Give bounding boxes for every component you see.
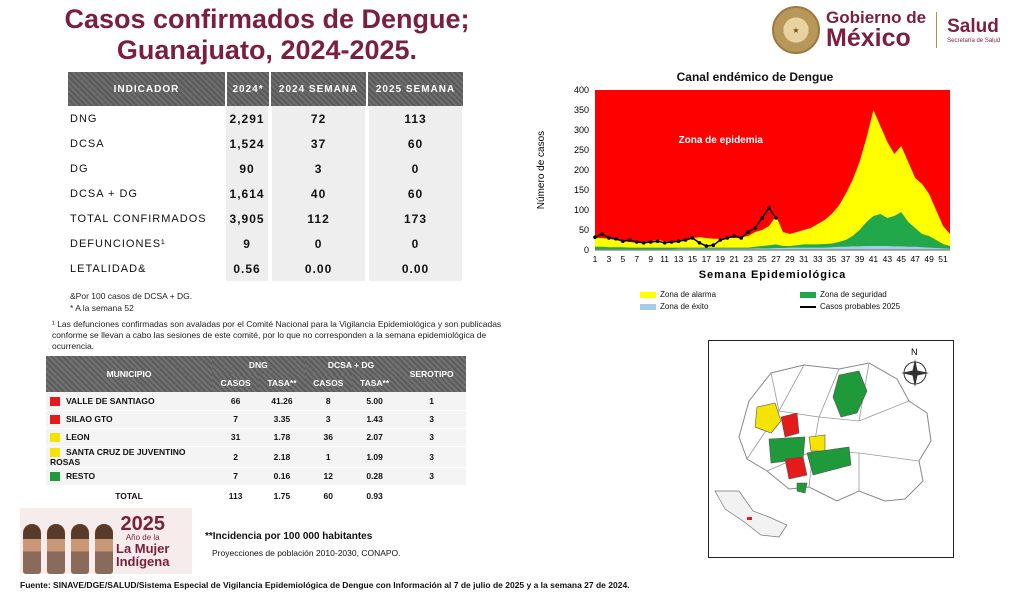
municipio-name: VALLE DE SANTIAGO xyxy=(66,395,155,406)
municipio-t1: 1.78 xyxy=(259,428,304,446)
note-letalidad: &Por 100 casos de DCSA + DG. xyxy=(70,291,193,301)
municipio-c2: 3 xyxy=(305,410,352,428)
municipio-s: 3 xyxy=(397,410,466,428)
municipio-c1: 2 xyxy=(212,446,259,467)
casos-2025-point xyxy=(649,240,653,244)
casos-2025-point xyxy=(607,236,611,240)
indicator-value: 90 xyxy=(226,156,270,181)
casos-2025-point xyxy=(718,238,722,242)
x-tick-label: 7 xyxy=(634,254,640,264)
x-tick-label: 37 xyxy=(840,254,851,264)
indicator-label: LETALIDAD& xyxy=(70,262,147,275)
gobierno-logo xyxy=(826,9,926,51)
indicator-value: 1,524 xyxy=(226,131,270,156)
gob-line2: México xyxy=(826,24,911,52)
municipio-name: SILAO GTO xyxy=(66,413,113,424)
municipio-s: 3 xyxy=(397,446,466,467)
indicator-row xyxy=(68,106,464,131)
municipio-row xyxy=(46,428,466,446)
indicator-value: 37 xyxy=(270,131,367,156)
indicator-value: 60 xyxy=(367,181,464,206)
y-tick-label: 0 xyxy=(583,245,589,255)
x-tick-label: 21 xyxy=(729,254,739,264)
indicator-row xyxy=(68,206,464,231)
casos-2025-point xyxy=(712,243,716,247)
indicator-value: 3 xyxy=(270,156,367,181)
casos-2025-point xyxy=(774,216,778,220)
map-red-valle xyxy=(785,457,807,479)
footnote-defunciones: ¹ Las defunciones confirmadas son avaladas por el Comité Nacional para la Vigilancia Epidemiológica y son publicadas conforme se llevan a cabo las sesiones de este comité, por lo que no corresponden a la semana epidemiológica de ocurrencia. xyxy=(52,319,502,351)
risk-color-square xyxy=(50,415,60,424)
risk-color-square xyxy=(50,472,60,481)
indicator-label: DCSA + DG xyxy=(70,187,138,200)
municipio-t1: 2.18 xyxy=(259,446,304,467)
municipio-row xyxy=(46,392,466,410)
y-axis-label: Número de casos xyxy=(536,130,547,210)
municipio-t1: 3.35 xyxy=(259,410,304,428)
sub-casos-dcsa: CASOS xyxy=(305,374,352,392)
municipio-t2: 5.00 xyxy=(352,392,397,410)
risk-color-square xyxy=(50,433,60,442)
y-tick-label: 150 xyxy=(573,185,589,195)
indicator-value: 72 xyxy=(270,106,367,131)
endemic-channel-chart xyxy=(530,82,955,287)
col-serotipo: SEROTIPO xyxy=(397,356,466,392)
page-title xyxy=(52,4,482,66)
casos-2025-point xyxy=(635,240,639,244)
banner-faces xyxy=(20,508,116,574)
y-tick-label: 200 xyxy=(573,165,589,175)
total-label: TOTAL xyxy=(46,485,212,505)
indicator-value: 2,291 xyxy=(226,106,270,131)
municipio-t2: 2.07 xyxy=(352,428,397,446)
total-c2: 60 xyxy=(305,485,352,505)
municipio-name: RESTO xyxy=(66,471,96,482)
x-tick-label: 17 xyxy=(701,254,712,264)
indicator-value: 173 xyxy=(367,206,464,231)
casos-2025-point xyxy=(677,239,681,243)
total-t1: 1.75 xyxy=(259,485,304,505)
x-axis-label: Semana Epidemiológica xyxy=(698,269,847,281)
indicator-value: 0 xyxy=(367,156,464,181)
y-tick-label: 50 xyxy=(578,225,589,235)
indicator-value: 9 xyxy=(226,231,270,256)
x-tick-label: 9 xyxy=(648,254,654,264)
x-tick-label: 19 xyxy=(715,254,726,264)
municipio-t2: 1.43 xyxy=(352,410,397,428)
risk-color-square xyxy=(50,397,60,406)
x-tick-label: 35 xyxy=(826,254,837,264)
municipio-t1: 41.26 xyxy=(259,392,304,410)
north-label: N xyxy=(911,347,918,357)
municipio-c1: 7 xyxy=(212,467,259,485)
x-tick-label: 31 xyxy=(799,254,809,264)
indicator-value: 40 xyxy=(270,181,367,206)
annotation-zona-epidemia: Zona de epidemia xyxy=(678,134,763,146)
casos-2025-point xyxy=(684,238,688,242)
x-tick-label: 29 xyxy=(785,254,795,264)
map-yellow-santacruz xyxy=(809,435,825,451)
indicator-value: 112 xyxy=(270,206,367,231)
indicator-label: DCSA xyxy=(70,137,105,150)
indicator-label: DNG xyxy=(70,112,98,125)
casos-2025-point xyxy=(621,239,625,243)
title-line-1: Casos confirmados de Dengue; xyxy=(64,4,470,34)
municipio-row xyxy=(46,467,466,485)
total-c1: 113 xyxy=(212,485,259,505)
mexico-seal-icon: ★ xyxy=(772,6,820,54)
casos-2025-point xyxy=(663,241,667,245)
x-tick-label: 1 xyxy=(592,254,598,264)
municipio-row xyxy=(46,446,466,467)
indicator-value: 1,614 xyxy=(226,181,270,206)
sub-tasa-dcsa: TASA** xyxy=(352,374,397,392)
municipio-s: 3 xyxy=(397,467,466,485)
mexico-inset xyxy=(715,491,787,537)
casos-2025-point xyxy=(600,232,604,236)
casos-2025-point xyxy=(760,216,764,220)
casos-2025-point xyxy=(614,237,618,241)
legend-seguridad: Zona de seguridad xyxy=(800,290,887,299)
indicator-row xyxy=(68,256,464,281)
municipio-c1: 7 xyxy=(212,410,259,428)
total-t2: 0.93 xyxy=(352,485,397,505)
indicator-value: 113 xyxy=(367,106,464,131)
indicator-row xyxy=(68,231,464,256)
casos-2025-point xyxy=(656,239,660,243)
casos-2025-point xyxy=(746,230,750,234)
indicator-value: 0.56 xyxy=(226,256,270,281)
y-tick-label: 100 xyxy=(573,205,589,215)
casos-2025-point xyxy=(628,238,632,242)
indicator-row xyxy=(68,181,464,206)
y-tick-label: 350 xyxy=(573,105,589,115)
municipio-c1: 66 xyxy=(212,392,259,410)
incidence-note: **Incidencia por 100 000 habitantes xyxy=(205,531,373,542)
col-municipio: MUNICIPIO xyxy=(46,356,212,392)
title-line-2: Guanajuato, 2024-2025. xyxy=(116,35,418,65)
salud-subtitle: Secretaría de Salud xyxy=(947,37,1001,44)
casos-2025-point xyxy=(642,241,646,245)
casos-2025-point xyxy=(705,244,709,248)
salud-logo xyxy=(947,17,1000,44)
logo-divider xyxy=(936,12,937,48)
banner-text: 2025 Año de la La Mujer Indígena xyxy=(116,513,170,569)
x-tick-label: 39 xyxy=(854,254,865,264)
col-2025-semana: 2025 SEMANA xyxy=(367,72,464,106)
x-tick-label: 27 xyxy=(771,254,781,264)
municipio-name: SANTA CRUZ DE JUVENTINO ROSAS xyxy=(50,446,186,467)
casos-2025-point xyxy=(753,226,757,230)
x-tick-label: 33 xyxy=(813,254,823,264)
x-tick-label: 49 xyxy=(924,254,934,264)
indicator-value: 3,905 xyxy=(226,206,270,231)
municipio-c2: 36 xyxy=(305,428,352,446)
x-tick-label: 51 xyxy=(938,254,948,264)
municipio-c2: 12 xyxy=(305,467,352,485)
x-tick-label: 43 xyxy=(882,254,893,264)
col-indicador: INDICADOR xyxy=(68,72,226,106)
x-tick-label: 5 xyxy=(620,254,626,264)
projection-note: Proyecciones de población 2010-2030, CONAPO. xyxy=(212,548,401,558)
indicator-table xyxy=(68,72,466,281)
casos-2025-point xyxy=(691,236,695,240)
casos-2025-point xyxy=(767,206,771,210)
sub-tasa-dng: TASA** xyxy=(259,374,304,392)
x-tick-label: 23 xyxy=(743,254,753,264)
municipio-row xyxy=(46,410,466,428)
col-2024-semana: 2024 SEMANA xyxy=(270,72,367,106)
casos-2025-point xyxy=(725,236,729,240)
x-tick-label: 41 xyxy=(868,254,879,264)
salud-title: Salud xyxy=(947,15,999,37)
indicator-value: 60 xyxy=(367,131,464,156)
legend-alarma: Zona de alarma xyxy=(640,290,716,299)
municipio-t1: 0.16 xyxy=(259,467,304,485)
municipio-s: 1 xyxy=(397,392,466,410)
casos-2025-point xyxy=(739,236,743,240)
source-note: Fuente: SINAVE/DGE/SALUD/Sistema Especial de Vigilancia Epidemiológica de Dengue con Información al 7 de julio de 2025 y a la semana 27 de 2024. xyxy=(20,580,630,590)
total-row xyxy=(46,485,466,505)
casos-2025-point xyxy=(698,241,702,245)
inset-marker xyxy=(747,517,752,520)
casos-2025-point xyxy=(732,234,736,238)
sub-casos-dng: CASOS xyxy=(212,374,259,392)
x-tick-label: 15 xyxy=(687,254,698,264)
header-logos xyxy=(772,6,1020,54)
guanajuato-map xyxy=(708,340,954,558)
municipio-table xyxy=(46,356,466,505)
y-tick-label: 250 xyxy=(573,145,589,155)
col-dcsa: DCSA + DG xyxy=(305,356,398,374)
gob-line1: Gobierno de xyxy=(826,8,927,27)
municipio-s: 3 xyxy=(397,428,466,446)
mujer-indigena-banner xyxy=(20,508,192,574)
municipio-c1: 31 xyxy=(212,428,259,446)
y-tick-label: 300 xyxy=(573,125,589,135)
map-green-small xyxy=(797,483,807,493)
municipio-t2: 0.28 xyxy=(352,467,397,485)
indicator-label: TOTAL CONFIRMADOS xyxy=(70,212,207,225)
municipio-t2: 1.09 xyxy=(352,446,397,467)
x-tick-label: 11 xyxy=(660,254,670,264)
municipio-c2: 1 xyxy=(305,446,352,467)
municipio-c2: 8 xyxy=(305,392,352,410)
legend-casos-2025: Casos probables 2025 xyxy=(800,302,900,311)
legend-exito: Zona de éxito xyxy=(640,302,708,311)
indicator-value: 0.00 xyxy=(270,256,367,281)
indicator-value: 0 xyxy=(270,231,367,256)
indicator-label: DG xyxy=(70,162,89,175)
indicator-value: 0 xyxy=(367,231,464,256)
note-semana: * A la semana 52 xyxy=(70,303,134,313)
indicator-value: 0.00 xyxy=(367,256,464,281)
y-tick-label: 400 xyxy=(573,85,589,95)
indicator-row xyxy=(68,156,464,181)
indicator-label: DEFUNCIONES¹ xyxy=(70,237,166,250)
x-tick-label: 13 xyxy=(673,254,684,264)
municipio-name: LEON xyxy=(66,431,90,442)
x-tick-label: 47 xyxy=(910,254,920,264)
chart-title: Canal endémico de Dengue xyxy=(676,70,834,84)
x-tick-label: 3 xyxy=(606,254,612,264)
casos-2025-point xyxy=(593,235,597,239)
col-2024: 2024* xyxy=(226,72,270,106)
indicator-row xyxy=(68,131,464,156)
x-tick-label: 45 xyxy=(896,254,907,264)
x-tick-label: 25 xyxy=(757,254,767,264)
risk-color-square xyxy=(50,448,60,457)
col-dng: DNG xyxy=(212,356,305,374)
casos-2025-point xyxy=(670,240,674,244)
